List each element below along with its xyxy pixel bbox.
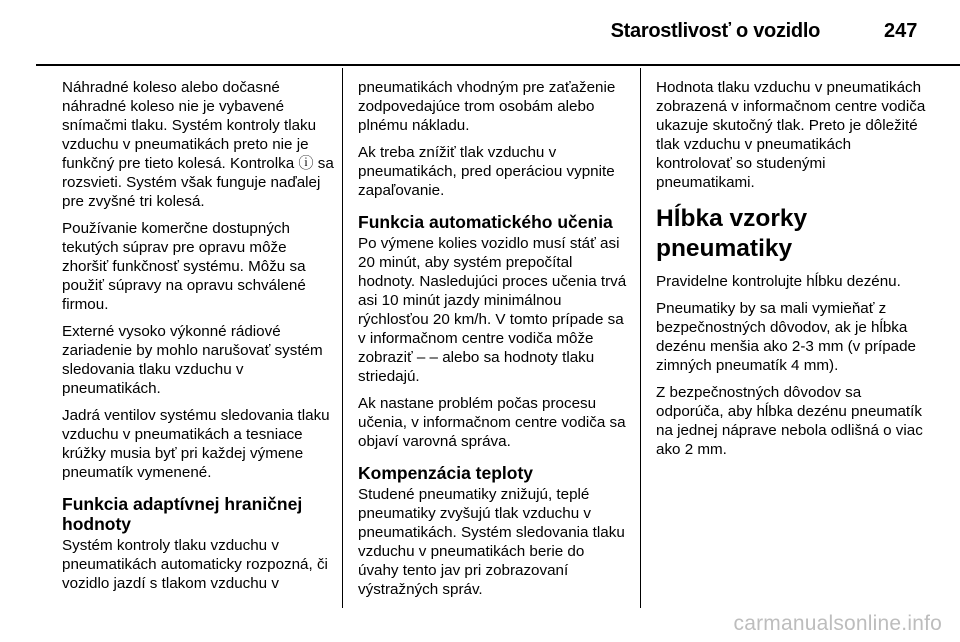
paragraph: Studené pneumatiky znižujú, teplé pneumatiky zvyšujú tlak vzduchu v pneumatikách. Systém sledovania tlaku vzduchu v pneumatikách berie do úvahy tento jav pri zobrazovaní výstražných správ. bbox=[358, 486, 625, 598]
paragraph: Jadrá ventilov systému sledovania tlaku vzduchu v pneumatikách a tesniace krúžky musia byť pri každej výmene pneumatík vymenené. bbox=[62, 407, 330, 481]
section-heading-temperature: Kompenzácia teploty bbox=[358, 463, 534, 483]
paragraph: Používanie komerčne dostupných tekutých súprav pre opravu môže zhoršiť funkčnosť systému. Môžu sa použiť súpravy na opravu schválené firmou. bbox=[62, 220, 306, 313]
page-number: 247 bbox=[884, 20, 918, 42]
paragraph: Z bezpečnostných dôvodov sa odporúča, aby hĺbka dezénu pneumatík na jednej náprave nebola odlišná o viac ako 2 mm. bbox=[656, 384, 923, 458]
paragraph: Hodnota tlaku vzduchu v pneumatikách zobrazená v informačnom centre vodiča ukazuje skutočný tlak. Preto je dôležité tlak vzduchu v pneumatikách kontrolovať so studenými pneumatikami. bbox=[656, 79, 926, 191]
paragraph: Systém kontroly tlaku vzduchu v pneumatikách automaticky rozpozná, či vozidlo jazdí s tlakom vzduchu v bbox=[62, 537, 328, 592]
paragraph: Pneumatiky by sa mali vymieňať z bezpečnostných dôvodov, ak je hĺbka dezénu menšia ako 2-3 mm (v prípade zimných pneumatík 4 mm). bbox=[656, 300, 917, 374]
page-header-title: Starostlivosť o vozidlo bbox=[610, 20, 820, 42]
text-column-3 bbox=[656, 78, 926, 467]
paragraph: Po výmene kolies vozidlo musí stáť asi 20 minút, aby systém prepočítal hodnoty. Nasledujúci proces učenia trvá asi 10 minút jazdy minimálnou rýchlosťou 20 km/h. V tomto prípade sa v informačnom centre vodiča môže zobraziť – – alebo sa hodnoty tlaku striedajú. bbox=[358, 235, 627, 385]
paragraph: Ak treba znížiť tlak vzduchu v pneumatikách, pred operáciou vypnite zapaľovanie. bbox=[358, 144, 615, 199]
paragraph: Náhradné koleso alebo dočasné náhradné koleso nie je vybavené snímačmi tlaku. Systém kontroly tlaku vzduchu v pneumatikách preto nie je funkčný pre tieto kolesá. Kontrolka ⓘ sa rozsvieti. Systém však funguje naďalej pre zvyšné tri kolesá. bbox=[62, 79, 334, 210]
paragraph: Pravidelne kontrolujte hĺbku dezénu. bbox=[656, 273, 901, 290]
header-divider bbox=[36, 64, 960, 66]
text-column-1 bbox=[62, 78, 334, 601]
column-divider bbox=[342, 68, 343, 608]
column-divider bbox=[640, 68, 641, 608]
section-heading-tread-depth: Hĺbka vzorky pneumatiky bbox=[656, 205, 808, 262]
paragraph: pneumatikách vhodným pre zaťaženie zodpovedajúce trom osobám alebo plnému nákladu. bbox=[358, 79, 616, 134]
text-column-2 bbox=[358, 78, 628, 607]
paragraph: Externé vysoko výkonné rádiové zariadenie by mohlo narušovať systém sledovania tlaku vzduchu v pneumatikách. bbox=[62, 323, 323, 397]
section-heading-learning: Funkcia automatického učenia bbox=[358, 212, 613, 232]
paragraph: Ak nastane problém počas procesu učenia, v informačnom centre vodiča sa objaví varovná správa. bbox=[358, 395, 626, 450]
section-heading-adaptive: Funkcia adaptívnej hraničnej hodnoty bbox=[62, 494, 303, 534]
watermark: carmanualsonline.info bbox=[733, 612, 942, 635]
